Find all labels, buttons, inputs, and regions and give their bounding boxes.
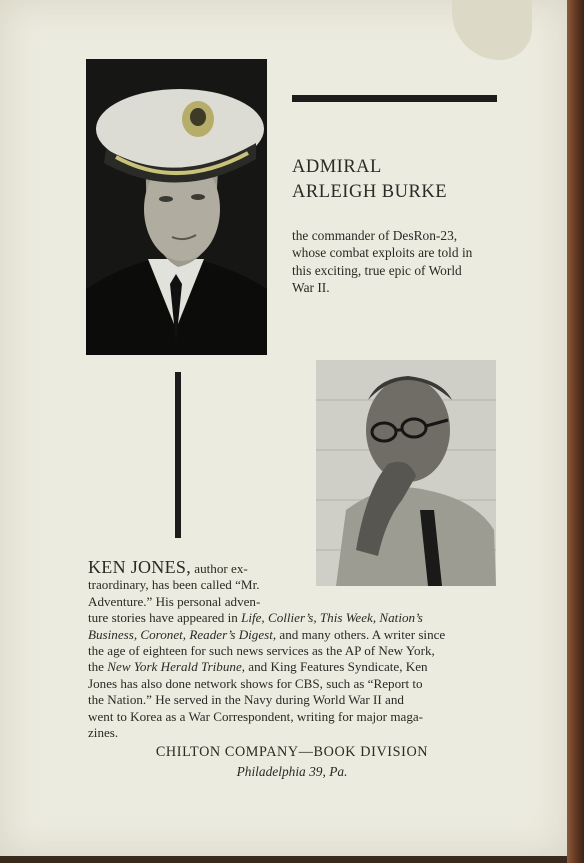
burke-caption-line: War II. <box>292 279 330 295</box>
torn-corner <box>452 0 532 60</box>
decorative-rule-vertical <box>175 372 181 538</box>
bio-line: traordinary, has been called “Mr. <box>88 577 260 593</box>
burke-name-heading <box>292 155 512 205</box>
book-spine-edge <box>567 0 584 863</box>
bio-text: author ex- <box>191 561 248 576</box>
bio-line: Adventure.” His personal adven- <box>88 593 261 609</box>
bio-line: went to Korea as a War Correspondent, writing for major maga- <box>88 708 424 724</box>
bio-text: ture stories have appeared in <box>88 610 242 626</box>
burke-caption-line: this exciting, true epic of World <box>292 262 462 278</box>
author-bio <box>88 559 498 741</box>
bio-text: and many others. A writer since <box>276 626 446 642</box>
bio-publications: Business, Coronet, Reader’s Digest, <box>88 626 277 642</box>
publisher-city: Philadelphia 39, Pa. <box>236 764 348 779</box>
bio-line: the Nation.” He served in the Navy during World War II and <box>88 692 404 708</box>
author-name: KEN JONES, <box>88 557 192 577</box>
bio-line: zines. <box>88 725 119 741</box>
bio-line <box>88 610 498 626</box>
bio-line <box>88 627 498 643</box>
portrait-ken-jones <box>316 360 496 586</box>
publisher-name: CHILTON COMPANY—BOOK DIVISION <box>155 744 429 760</box>
portrait-arleigh-burke <box>86 59 267 355</box>
jones-photo-illustration <box>316 360 496 586</box>
bio-text: and King Features Syndicate, Ken <box>245 659 428 675</box>
bio-publications: Life, Collier’s, This Week, Nation’s <box>241 610 423 626</box>
burke-caption-line: the commander of DesRon-23, <box>292 228 458 243</box>
burke-caption-line: whose combat exploits are told in <box>292 245 473 261</box>
burke-rank: ADMIRAL <box>292 157 382 177</box>
bio-publication: New York Herald Tribune, <box>107 659 246 675</box>
bio-line: Jones has also done network shows for CBS, such as “Report to <box>88 675 423 691</box>
bio-line <box>88 559 293 577</box>
burke-caption <box>292 227 508 296</box>
burke-fullname: ARLEIGH BURKE <box>292 182 448 202</box>
bio-text: the <box>88 659 108 675</box>
decorative-rule-horizontal <box>292 95 497 102</box>
burke-photo-illustration <box>86 59 267 355</box>
bio-line <box>88 659 498 675</box>
bio-line: the age of eighteen for such news services as the AP of New York, <box>88 643 435 659</box>
